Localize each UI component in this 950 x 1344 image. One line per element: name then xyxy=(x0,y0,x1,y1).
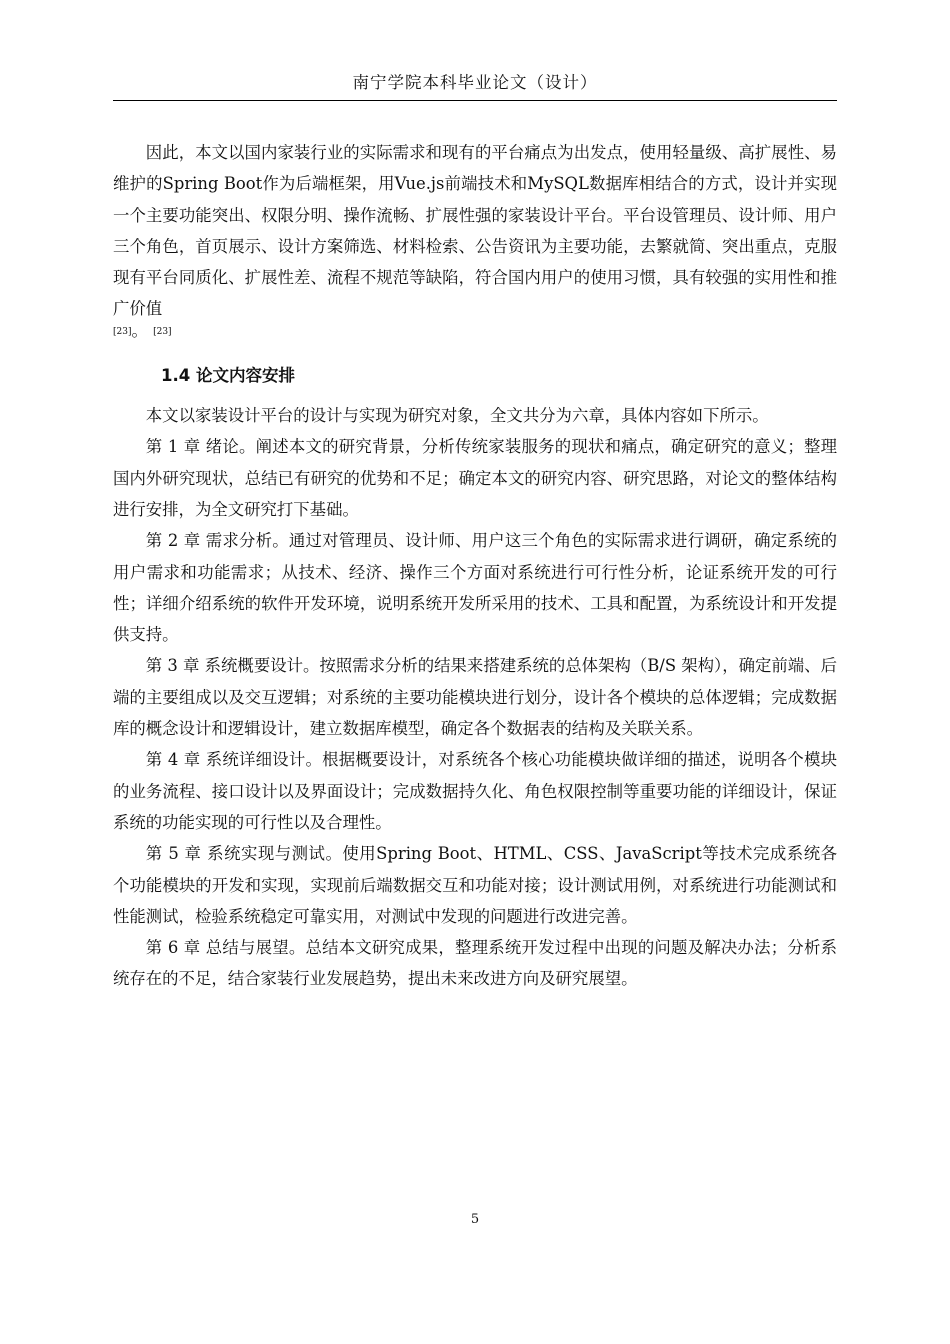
body-text xyxy=(113,137,837,995)
section-heading: 1.4 论文内容安排 xyxy=(161,365,295,385)
header-divider xyxy=(113,100,837,101)
citation-ref: [23] xyxy=(153,326,172,337)
reference-line xyxy=(113,321,837,341)
chapter-5-paragraph: 第 5 章 系统实现与测试。使用Spring Boot、HTML、CSS、JavaScript等技术完成系统各个功能模块的开发和实现，实现前后端数据交互和功能对接；设计测试用例，对系统进行功能测试和性能测试，检验系统稳定可靠实用，对测试中发现的问题进行改进完善。 xyxy=(113,844,837,926)
chapter-6-paragraph: 第 6 章 总结与展望。总结本文研究成果，整理系统开发过程中出现的问题及解决办法；分析系统存在的不足，结合家装行业发展趋势，提出未来改进方向及研究展望。 xyxy=(113,938,837,989)
chapter-2-paragraph: 第 2 章 需求分析。通过对管理员、设计师、用户这三个角色的实际需求进行调研，确定系统的用户需求和功能需求；从技术、经济、操作三个方面对系统进行可行性分析，论证系统开发的可行性；详细介绍系统的软件开发环境，说明系统开发所采用的技术、工具和配置，为系统设计和开发提供支持。 xyxy=(113,531,837,645)
chapter-3-paragraph: 第 3 章 系统概要设计。按照需求分析的结果来搭建系统的总体架构（B/S 架构），确定前端、后端的主要组成以及交互逻辑；对系统的主要功能模块进行划分，设计各个模块的总体逻辑；完成数据库的概念设计和逻辑设计，建立数据库模型，确定各个数据表的结构及关联关系。 xyxy=(113,656,837,739)
paragraph: 本文以家装设计平台的设计与实现为研究对象，全文共分为六章，具体内容如下所示。 xyxy=(145,406,769,426)
sentence-end: 。 xyxy=(131,320,148,340)
citation-ref: [23] xyxy=(113,326,132,337)
chapter-1-paragraph: 第 1 章 绪论。阐述本文的研究背景，分析传统家装服务的现状和痛点，确定研究的意义；整理国内外研究现状，总结已有研究的优势和不足；确定本文的研究内容、研究思路，对论文的整体结构进行安排，为全文研究打下基础。 xyxy=(113,437,837,519)
intro-paragraph xyxy=(113,137,837,325)
page-header: 南宁学院本科毕业论文（设计） xyxy=(352,73,598,92)
page-number: 5 xyxy=(470,1212,480,1227)
chapter-4-paragraph: 第 4 章 系统详细设计。根据概要设计，对系统各个核心功能模块做详细的描述，说明各个模块的业务流程、接口设计以及界面设计；完成数据持久化、角色权限控制等重要功能的详细设计，保证系统的功能实现的可行性以及合理性。 xyxy=(113,750,837,832)
intro-text: 因此，本文以国内家装行业的实际需求和现有的平台痛点为出发点，使用轻量级、高扩展性、易维护的Spring Boot作为后端框架，用Vue.js前端技术和MySQL数据库相结合的方式，设计并实现一个主要功能突出、权限分明、操作流畅、扩展性强的家装设计平台。平台设管理员、设计师、用户三个角色，首页展示、设计方案筛选、材料检索、公告资讯为主要功能，去繁就简、突出重点，克服现有平台同质化、扩展性差、流程不规范等缺陷，符合国内用户的使用习惯，具有较强的实用性和推广价值 xyxy=(113,143,837,319)
